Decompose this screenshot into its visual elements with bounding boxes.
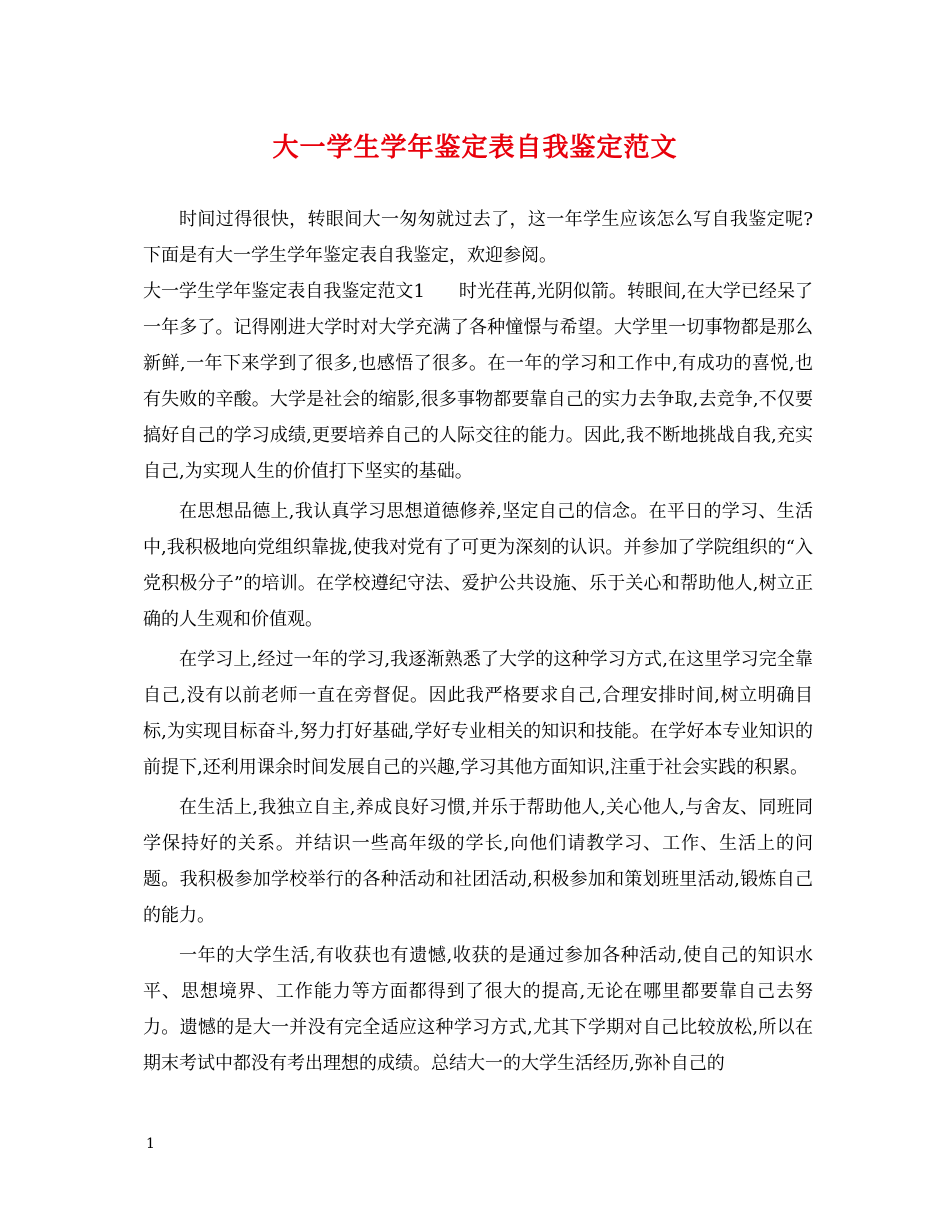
- intro-paragraph: 时间过得很快，转眼间大一匆匆就过去了，这一年学生应该怎么写自我鉴定呢?下面是有大一学生学年鉴定表自我鉴定，欢迎参阅。: [143, 209, 813, 266]
- section-paragraph: [143, 274, 813, 490]
- section-first-paragraph: 时光荏苒,光阴似箭。转眼间,在大学已经呆了一年多了。记得刚进大学时对大学充满了各种憧憬与希望。大学里一切事物都是那么新鲜,一年下来学到了很多,也感悟了很多。在一年的学习和工作中,有成功的喜悦,也有失败的辛酸。大学是社会的缩影,很多事物都要靠自己的实力去争取,去竞争,不仅要搞好自己的学习成绩,更要培养自己的人际交往的能力。因此,我不断地挑战自我,充实自己,为实现人生的价值打下坚实的基础。: [143, 281, 813, 482]
- body-paragraph-study: 在学习上,经过一年的学习,我逐渐熟悉了大学的这种学习方式,在这里学习完全靠自己,没有以前老师一直在旁督促。因此我严格要求自己,合理安排时间,树立明确目标,为实现目标奋斗,努力打好基础,学好专业相关的知识和技能。在学好本专业知识的前提下,还利用课余时间发展自己的兴趣,学习其他方面知识,注重于社会实践的积累。: [143, 649, 813, 778]
- document-body: [143, 202, 813, 1082]
- body-paragraph-summary: 一年的大学生活,有收获也有遗憾,收获的是通过参加各种活动,使自己的知识水平、思想境界、工作能力等方面都得到了很大的提高,无论在哪里都要靠自己去努力。遗憾的是大一并没有完全适应这种学习方式,尤其下学期对自己比较放松,所以在期末考试中都没有考出理想的成绩。总结大一的大学生活经历,弥补自己的: [143, 945, 813, 1074]
- page-number: 1: [146, 1136, 155, 1152]
- body-paragraph-life: 在生活上,我独立自主,养成良好习惯,并乐于帮助他人,关心他人,与舍友、同班同学保持好的关系。并结识一些高年级的学长,向他们请教学习、工作、生活上的问题。我积极参加学校举行的各种活动和社团活动,积极参加和策划班里活动,锻炼自己的能力。: [143, 797, 813, 926]
- document-title: 大一学生学年鉴定表自我鉴定范文: [272, 133, 678, 163]
- body-paragraph-morality: 在思想品德上,我认真学习思想道德修养,坚定自己的信念。在平日的学习、生活中,我积极地向党组织靠拢,使我对党有了可更为深刻的认识。并参加了学院组织的“入党积极分子”的培训。在学校遵纪守法、爱护公共设施、乐于关心和帮助他人,树立正确的人生观和价值观。: [143, 501, 813, 630]
- section-heading: 大一学生学年鉴定表自我鉴定范文1: [143, 281, 425, 302]
